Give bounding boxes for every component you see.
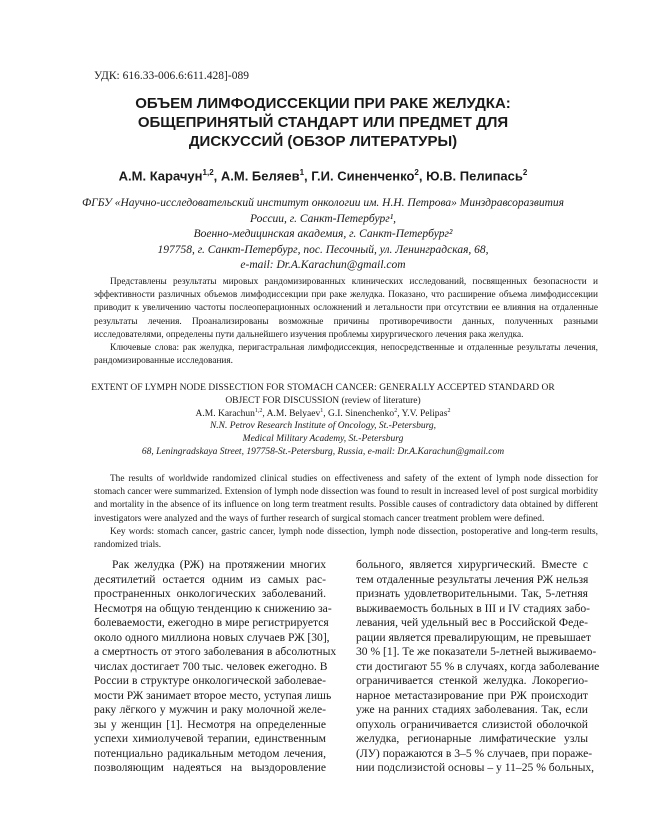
affiliation-line: 197758, г. Санкт-Петербург, пос. Песочный, ул. Ленинградская, 68, (157, 243, 489, 256)
author-separator: , (323, 409, 328, 420)
author-affiliation-index: 2 (447, 408, 451, 414)
title-line: ОБЪЕМ ЛИМФОДИССЕКЦИИ ПРИ РАКЕ ЖЕЛУДКА: (135, 95, 511, 112)
author-name: А.М. Карачун (118, 168, 203, 184)
author-affiliation-index: 1,2 (202, 168, 214, 177)
body-line: числах достигает 700 тыс. человек ежегодно. В (94, 659, 328, 673)
author-name: Г.И. Синенченко (311, 168, 415, 184)
author-affiliation-index: 2 (522, 168, 528, 177)
body-line: выживаемость больных в III и IV стадиях забо- (356, 601, 591, 615)
keywords: Key words: stomach cancer, gastric cancer, lymph node dissection, lymph node dissection, postoperative and long-term results, randomized trials. (94, 526, 598, 551)
affiliation-line: ФГБУ «Научно-исследовательский институт онкологии им. Н.Н. Петрова» Минздравсоразвития (82, 197, 564, 209)
affiliation-email: e-mail: Dr.A.Karachun@gmail.com (240, 259, 406, 271)
affiliation-line: России, г. Санкт-Петербург¹, (249, 212, 397, 225)
body-line: нарное метастазирование при РЖ происходит (356, 688, 588, 702)
body-column-left (94, 558, 337, 776)
author-affiliation-index: 2 (414, 168, 419, 177)
body-column-right (356, 558, 600, 776)
author-name: Y.V. Pelipas (401, 409, 448, 420)
author-name: G.I. Sinenchenko (327, 409, 395, 420)
body-line: уже на ранних стадиях заболевания. Так, если (356, 703, 588, 716)
article-title (60, 94, 586, 151)
affiliation-line: Военно-медицинская академия, г. Санкт-Петербург² (193, 228, 453, 240)
body-line: мости РЖ занимает второе место, уступая лишь (94, 688, 332, 702)
body-line: ограничивается стенкой желудка. Локорегио- (356, 674, 588, 687)
english-title (70, 382, 576, 408)
author-list (60, 168, 586, 183)
affiliation-line: 68, Leningradskaya Street, 197758-St.-Petersburg, Russia, e-mail: Dr.A.Karachun@gmail.com (141, 447, 505, 458)
author-affiliation-index: 2 (394, 408, 398, 414)
body-line: нии подслизистой основы – у 11–25 % больных, (356, 761, 595, 774)
english-author-list (70, 408, 576, 419)
title-line: ОБЩЕПРИНЯТЫЙ СТАНДАРТ ИЛИ ПРЕДМЕТ ДЛЯ (137, 114, 509, 131)
author-name: A.M. Karachun (195, 409, 255, 420)
author-separator: , (304, 168, 312, 184)
author-affiliation-index: 1,2 (254, 408, 263, 414)
abstract-english (94, 473, 598, 552)
body-line: желудка, регионарные лимфатические узлы (356, 732, 588, 745)
body-line: Рак желудка (РЖ) на протяжении многих (112, 558, 326, 571)
body-line: Несмотря на общую тенденцию к снижению за- (94, 601, 332, 615)
author-separator: , (418, 168, 427, 184)
body-line: левания, чей удельный вес в Российской Феде- (356, 616, 588, 629)
author-affiliation-index: 1 (299, 168, 305, 177)
author-separator: , (262, 409, 267, 420)
affiliation-line: Medical Military Academy, St.-Petersburg (242, 434, 404, 445)
body-line: зы у женщин [1]. Несмотря на определенные (94, 717, 326, 731)
author-separator: , (397, 409, 402, 420)
body-line: больного, является хирургический. Вместе с (356, 558, 588, 571)
body-line: десятилетий остается одним из самых рас- (94, 572, 326, 586)
body-line: раку лёгкого у мужчин и раку молочной желе- (94, 703, 326, 716)
affiliations (60, 196, 586, 274)
body-line: тем отдаленные результаты лечения РЖ нельзя (356, 572, 589, 586)
keywords: Ключевые слова: рак желудка, перигастральная лимфодиссекция, непосредственные и отдаленные результаты лечения, рандомизированные исследования. (94, 343, 598, 367)
body-line: болеваемости, ежегодно в мире регистрируется (94, 616, 329, 629)
body-line: позволяющим надеяться на выздоровление (94, 761, 326, 774)
body-line: успехи химиолучевой терапии, единственным (94, 732, 326, 745)
author-name: Ю.В. Пелипась (426, 168, 523, 184)
udk-code: УДК: 616.33-006.6:611.428]-089 (94, 70, 249, 82)
body-line: пространенных онкологических заболеваний. (94, 587, 326, 600)
body-line: потенциально радикальным методом лечения, (94, 746, 326, 760)
abstract-text: The results of worldwide randomized clinical studies on effectiveness and safety of the extent of lymph node dissection for stomach cancer were summarized. Extension of lymph node dissection was found to result in increased level of post surgical morbidity and mortality in the absence of its influence on long term treatment results. Possible causes of contradictory data obtained by different investigators were analyzed and the ways of further research of surgical stomach cancer treatment problem were defined. (94, 474, 598, 524)
body-line: признать удовлетворительными. Так, 5-летняя (356, 587, 588, 600)
abstract-text: Представлены результаты мировых рандомизированных клинических исследований, посвященных безопасности и эффективности различных объемов лимфодиссекции при раке желудка. Показано, что расширение объема лимфодиссекции приводит к увеличению частоты послеоперационных осложнений и летальности при отсутствии ее влияния на отдаленные результаты лечения. Проанализированы возможные причины противоречивости данных, полученных разными исследователями, определены пути дальнейшего изучения проблемы хирургического лечения рака желудка. (94, 277, 598, 340)
body-line: рации является превалирующим, не превышает (356, 630, 591, 644)
body-line: а смертность от этого заболевания в абсолютных (94, 645, 337, 658)
body-line: России в структуре онкологической заболевае- (94, 674, 326, 687)
author-separator: , (213, 168, 221, 184)
author-name: A.M. Belyaev (266, 409, 321, 420)
affiliation-line: N.N. Petrov Research Institute of Oncology, St.-Petersburg, (209, 421, 437, 431)
body-line: опухоль ограничивается слизистой оболочкой (356, 717, 588, 731)
author-affiliation-index: 1 (320, 408, 324, 414)
body-line: сти достигают 55 % в случаях, когда заболевание (356, 659, 600, 673)
author-name: А.М. Беляев (220, 168, 300, 184)
title-line: ДИСКУССИЙ (ОБЗОР ЛИТЕРАТУРЫ) (188, 133, 458, 150)
abstract-russian (94, 276, 598, 368)
english-title-line: EXTENT OF LYMPH NODE DISSECTION FOR STOMACH CANCER: GENERALLY ACCEPTED STANDARD OR (91, 383, 555, 393)
english-affiliations (70, 420, 576, 460)
body-line: (ЛУ) поражаются в 3–5 % случаев, при пораже- (356, 746, 593, 760)
body-line: около одного миллиона новых случаев РЖ [30], (94, 630, 330, 644)
body-line: 30 % [1]. Те же показатели 5-летней выживаемо- (356, 645, 597, 658)
english-title-line: OBJECT FOR DISCUSSION (review of literature) (225, 396, 421, 406)
